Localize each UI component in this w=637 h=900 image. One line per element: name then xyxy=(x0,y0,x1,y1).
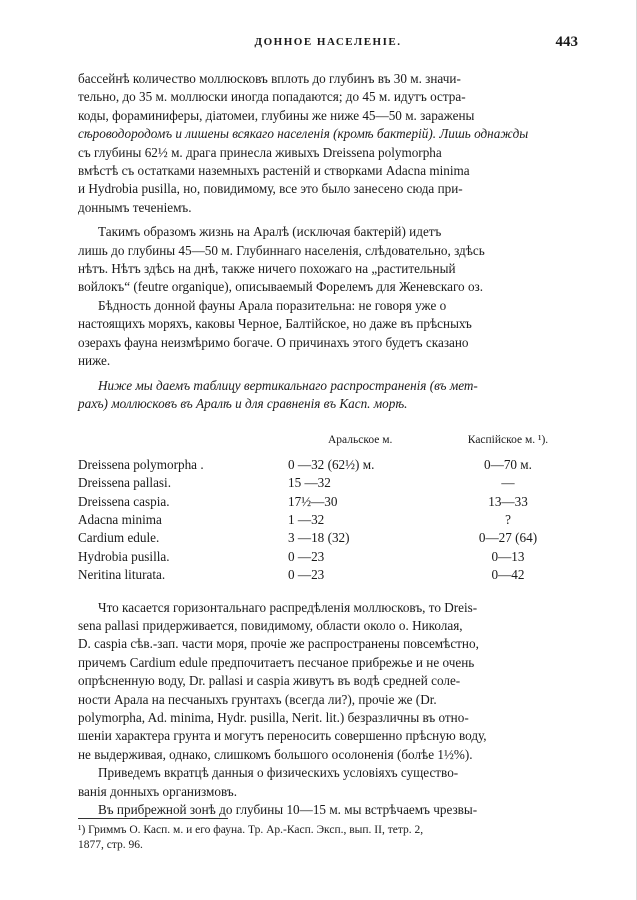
text-line: polymorpha, Ad. minima, Hydr. pusilla, Nerit. lit.) безразличны въ отно- xyxy=(78,710,469,725)
text-line: не выдерживая, однако, слишкомъ большого осолоненія (болѣе 1½%). xyxy=(78,746,473,762)
table-row xyxy=(78,529,578,547)
text-line: ниже. xyxy=(78,353,111,369)
table-row xyxy=(78,548,578,566)
footnote xyxy=(78,823,578,853)
text-line: озерахъ фауна неизмѣримо богаче. О причинахъ этого будетъ сказано xyxy=(78,334,469,350)
text-line: войлокъ“ (feutre organique), описываемый Форелемъ для Женевскаго оз. xyxy=(78,279,484,295)
paragraph-5 xyxy=(78,599,578,765)
page-header xyxy=(78,36,578,56)
aral-cell: 17½—30 xyxy=(288,493,338,509)
page-number: 443 xyxy=(555,34,578,50)
aral-cell: 0 —23 xyxy=(288,548,325,564)
header-caspian: Каспійское м. ¹). xyxy=(467,434,549,447)
caspian-cell: 0—70 м. xyxy=(484,456,532,472)
table-row xyxy=(78,566,578,584)
text-line: нѣтъ. Нѣтъ здѣсь на днѣ, также ничего похожаго на „растительный xyxy=(78,261,456,277)
text-line: Ниже мы даемъ таблицу вертикальнаго распространенія (въ мет- xyxy=(98,377,478,393)
paragraph-2 xyxy=(78,223,578,297)
aral-cell: 3 —18 (32) xyxy=(288,530,350,546)
header-species xyxy=(78,431,288,455)
paragraph-3 xyxy=(78,297,578,371)
text-line: ванія донныхъ организмовъ. xyxy=(78,783,238,799)
aral-cell: 15 —32 xyxy=(288,475,331,491)
header-aral: Аральское м. xyxy=(328,434,393,447)
paragraph-7 xyxy=(78,801,578,819)
running-head: ДОННОЕ НАСЕЛЕНІЕ. xyxy=(254,36,402,48)
distribution-table xyxy=(78,431,578,584)
table-row xyxy=(78,511,578,529)
table-header-row xyxy=(78,431,578,455)
table-row xyxy=(78,474,578,492)
text-line: рахъ) моллюсковъ въ Аралѣ и для сравненія въ Касп. морѣ. xyxy=(78,395,408,411)
paragraph-1 xyxy=(78,70,578,217)
text-line: сѣроводородомъ и лишены всякаго населенія (кромѣ бактерій). Лишь однажды xyxy=(78,126,529,142)
caspian-cell: — xyxy=(501,475,515,491)
text-line: и Hydrobia pusilla, но, повидимому, все это было занесено сюда при- xyxy=(78,181,463,197)
caspian-cell: 0—42 xyxy=(491,567,525,583)
text-line: бассейнѣ количество моллюсковъ вплоть до глубинъ въ 30 м. значи- xyxy=(78,71,461,86)
text-line: коды, фораминиферы, діатомеи, глубины же ниже 45—50 м. заражены xyxy=(78,107,475,123)
species-cell: Dreissena caspia. xyxy=(78,493,170,509)
text-line: настоящихъ моряхъ, каковы Черное, Балтійское, но даже въ прѣсныхъ xyxy=(78,316,472,332)
text-line: тельно, до 35 м. моллюски иногда попадаются; до 45 м. идутъ остра- xyxy=(78,89,466,105)
text-line: Что касается горизонтальнаго распредѣленія моллюсковъ, то Dreis- xyxy=(98,599,478,615)
text-line: доннымъ теченіемъ. xyxy=(78,199,192,215)
footnote-rule xyxy=(78,818,228,819)
text-line: Такимъ образомъ жизнь на Аралѣ (исключая бактерій) идетъ xyxy=(98,224,442,240)
table-row xyxy=(78,456,578,474)
caspian-cell: 0—27 (64) xyxy=(478,530,538,546)
aral-cell: 0 —32 (62½) м. xyxy=(288,456,375,472)
species-cell: Dreissena pallasi. xyxy=(78,475,172,491)
species-cell: Adacna minima xyxy=(78,511,162,527)
paragraph-4 xyxy=(78,377,578,414)
text-line: sena pallasi придерживается, повидимому, области около о. Николая, xyxy=(78,617,463,633)
body-text xyxy=(78,70,578,819)
text-line: D. caspia сѣв.-зап. части моря, прочіе же распространены повсемѣстно, xyxy=(78,636,479,652)
text-line: опрѣсненную воду, Dr. pallasi и caspia живутъ въ водѣ средней соле- xyxy=(78,673,461,689)
species-cell: Dreissena polymorpha . xyxy=(78,456,204,472)
aral-cell: 1 —32 xyxy=(288,511,325,527)
species-cell: Neritina liturata. xyxy=(78,567,166,583)
paragraph-6 xyxy=(78,764,578,801)
table-row xyxy=(78,493,578,511)
text-line: Приведемъ вкратцѣ данныя о физическихъ условіяхъ существо- xyxy=(98,765,459,781)
text-line: ности Арала на песчаныхъ грунтахъ (всегда ли?), прочіе же (Dr. xyxy=(78,691,437,707)
species-cell: Cardium edule. xyxy=(78,530,160,546)
text-line: Бѣдность донной фауны Арала поразительна: не говоря уже о xyxy=(98,297,447,313)
text-line: шеніи характера грунта и могутъ переносить совершенно прѣсную воду, xyxy=(78,728,487,744)
text-line: съ глубины 62½ м. драга принесла живыхъ Dreissena polymorpha xyxy=(78,144,442,160)
footnote-line: 1877, стр. 96. xyxy=(78,839,143,851)
text-line: причемъ Cardium edule предпочитаетъ песчаное прибрежье и не очень xyxy=(78,654,475,670)
footnote-line: ¹) Гриммъ О. Касп. м. и его фауна. Тр. Ар.-Касп. Эксп., вып. II, тетр. 2, xyxy=(78,824,424,836)
text-line: вмѣстѣ съ остатками наземныхъ растеній и створками Adacna minima xyxy=(78,163,470,179)
species-cell: Hydrobia pusilla. xyxy=(78,548,170,564)
aral-cell: 0 —23 xyxy=(288,567,325,583)
text-line: Въ прибрежной зонѣ до глубины 10—15 м. мы встрѣчаемъ чрезвы- xyxy=(98,802,478,818)
caspian-cell: 13—33 xyxy=(488,493,528,509)
caspian-cell: 0—13 xyxy=(491,548,525,564)
text-line: лишь до глубины 45—50 м. Глубиннаго населенія, слѣдовательно, здѣсь xyxy=(78,242,485,258)
caspian-cell: ? xyxy=(505,511,511,527)
